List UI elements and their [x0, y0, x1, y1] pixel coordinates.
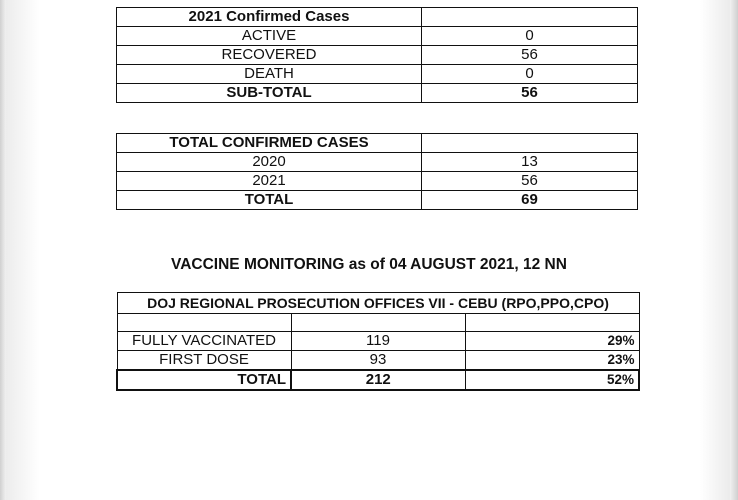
total-row — [117, 191, 638, 210]
empty-cell — [422, 134, 638, 153]
page-right-edge — [730, 0, 738, 500]
subtotal-label: SUB-TOTAL — [117, 84, 422, 103]
row-value: 56 — [422, 46, 638, 65]
table-header-row — [117, 8, 638, 27]
table-row — [117, 332, 639, 351]
vaccine-table-header: DOJ REGIONAL PROSECUTION OFFICES VII - CEBU (RPO,PPO,CPO) — [117, 293, 639, 314]
total-confirmed-cases-table — [116, 133, 638, 210]
row-percent: 29% — [465, 332, 639, 351]
total-value: 212 — [291, 370, 465, 390]
row-value: 56 — [422, 172, 638, 191]
table-row — [117, 153, 638, 172]
subtotal-row — [117, 84, 638, 103]
table-row — [117, 351, 639, 371]
total-label: TOTAL — [117, 191, 422, 210]
row-percent: 23% — [465, 351, 639, 371]
row-label: 2020 — [117, 153, 422, 172]
row-label: FULLY VACCINATED — [117, 332, 291, 351]
confirmed-2021-header: 2021 Confirmed Cases — [117, 8, 422, 27]
row-label: RECOVERED — [117, 46, 422, 65]
empty-row — [117, 314, 639, 332]
page-left-edge — [0, 0, 6, 500]
total-confirmed-header: TOTAL CONFIRMED CASES — [117, 134, 422, 153]
row-label: DEATH — [117, 65, 422, 84]
table-row — [117, 27, 638, 46]
confirmed-cases-2021-table — [116, 7, 638, 103]
table-row — [117, 65, 638, 84]
row-label: ACTIVE — [117, 27, 422, 46]
empty-cell — [465, 314, 639, 332]
vaccine-monitoring-table — [116, 292, 640, 391]
row-value: 0 — [422, 27, 638, 46]
row-value: 119 — [291, 332, 465, 351]
vaccine-monitoring-title: VACCINE MONITORING as of 04 AUGUST 2021, 12 NN — [171, 256, 567, 273]
total-row — [117, 370, 639, 390]
empty-cell — [291, 314, 465, 332]
empty-cell — [422, 8, 638, 27]
total-percent: 52% — [465, 370, 639, 390]
row-label: 2021 — [117, 172, 422, 191]
table-row — [117, 172, 638, 191]
empty-cell — [117, 314, 291, 332]
table-header-row — [117, 134, 638, 153]
total-value: 69 — [422, 191, 638, 210]
row-value: 13 — [422, 153, 638, 172]
row-value: 0 — [422, 65, 638, 84]
table-row — [117, 46, 638, 65]
row-value: 93 — [291, 351, 465, 371]
table-header-row — [117, 293, 639, 314]
total-label: TOTAL — [117, 370, 291, 390]
subtotal-value: 56 — [422, 84, 638, 103]
row-label: FIRST DOSE — [117, 351, 291, 371]
